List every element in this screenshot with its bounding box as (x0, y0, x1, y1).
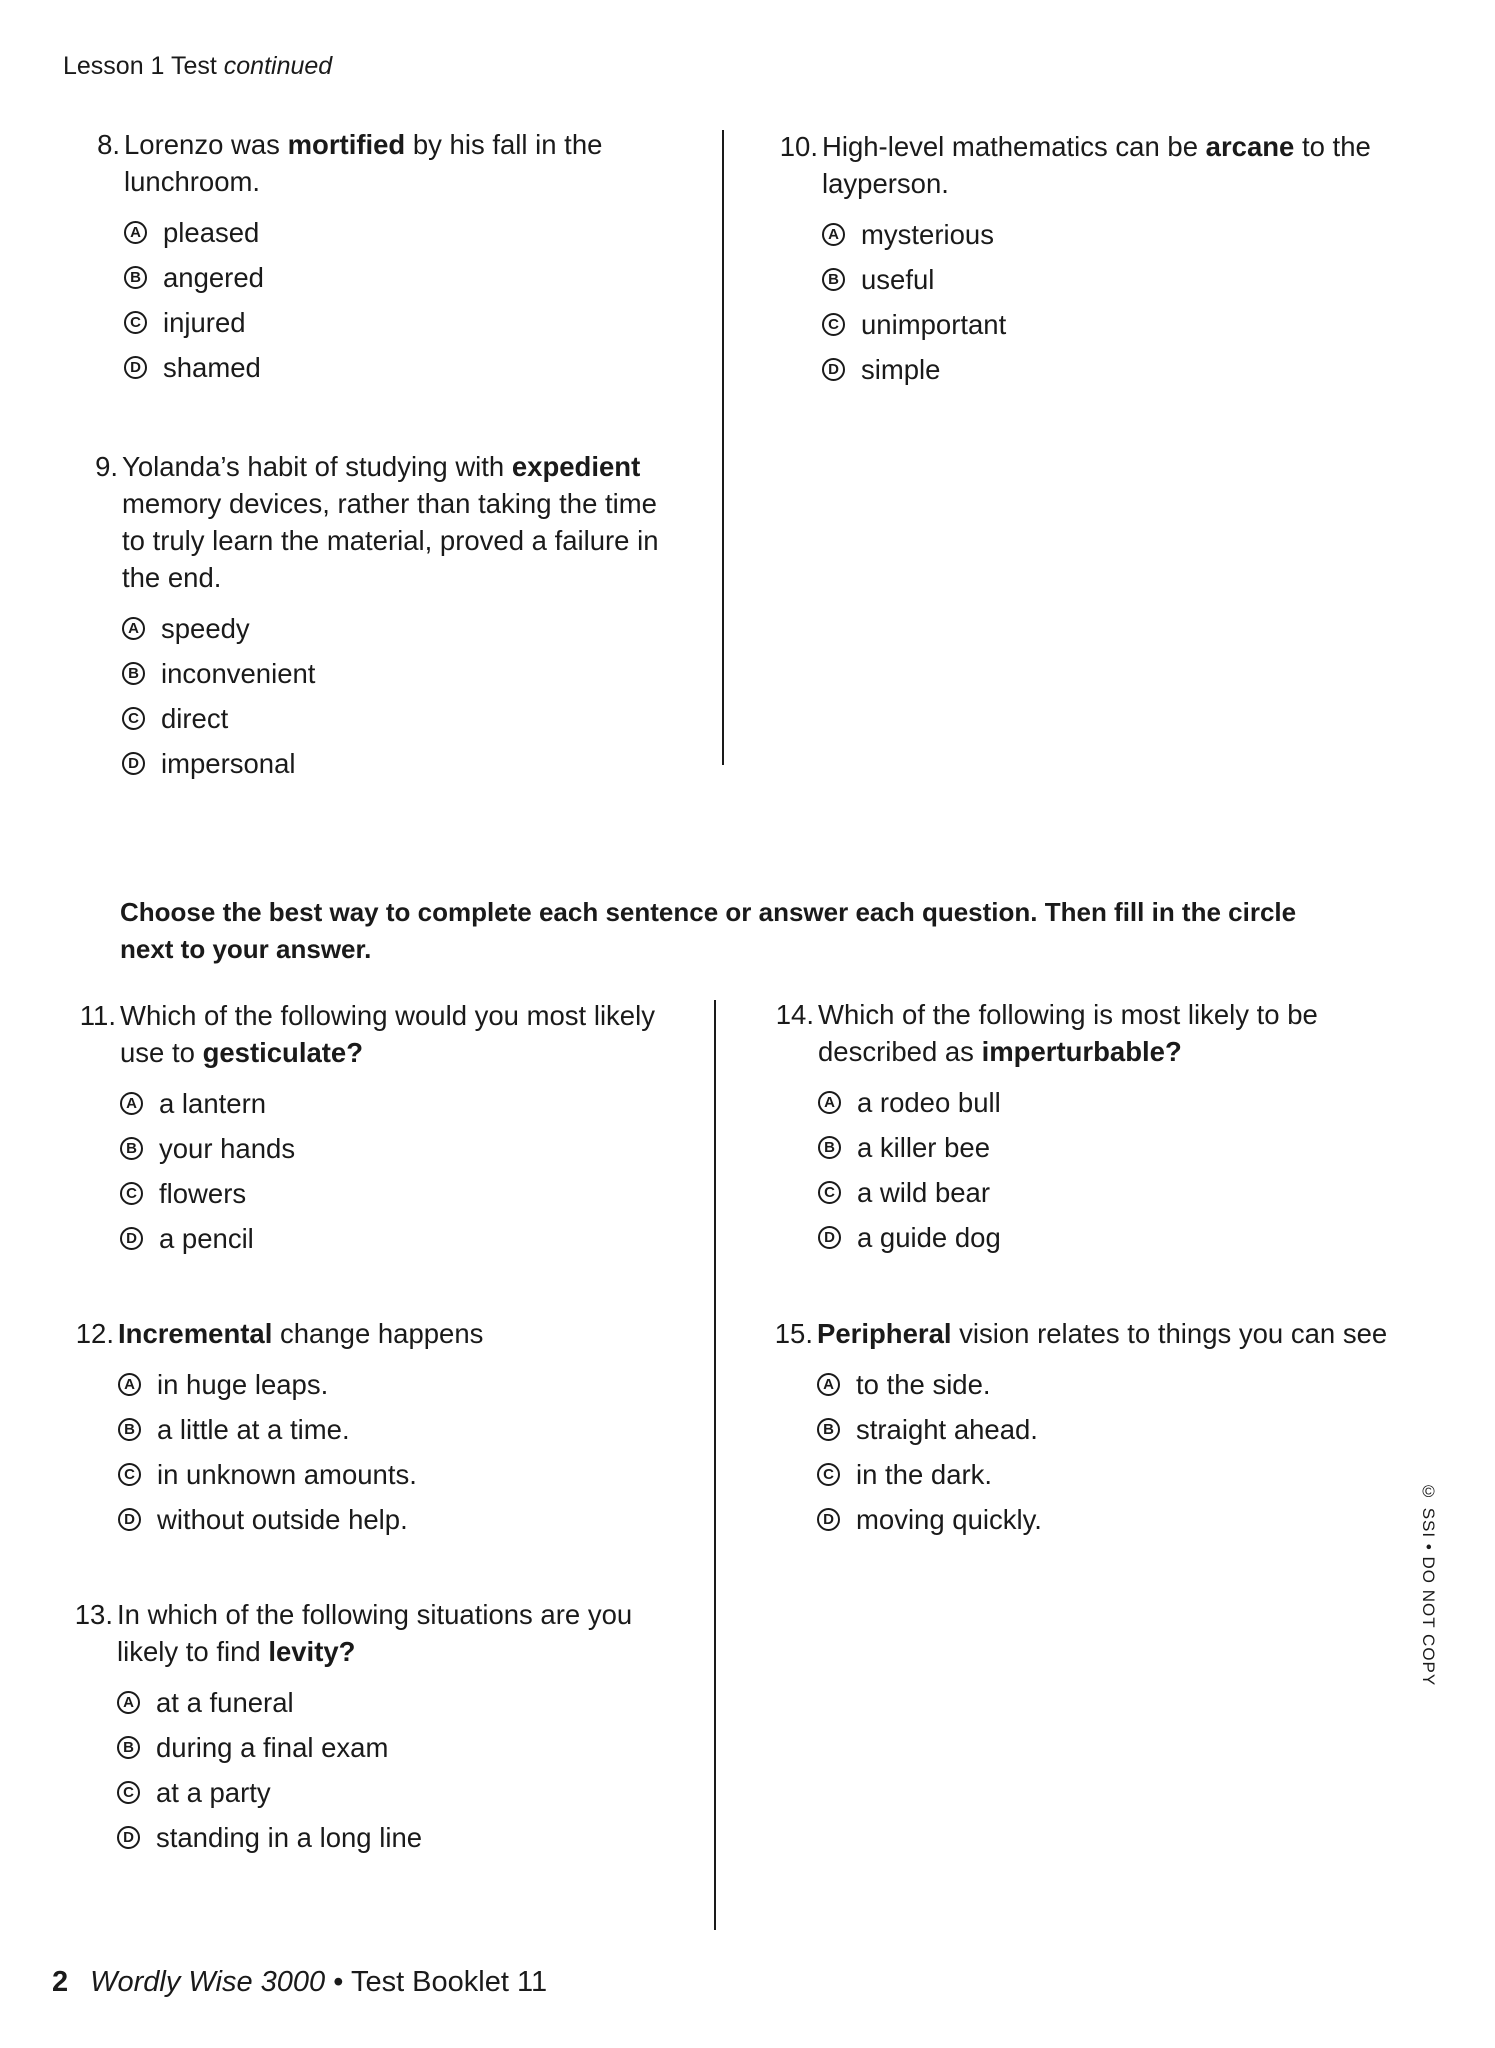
question-stem: Yolanda’s habit of studying with expedient memory devices, rather than taking the time to truly learn the material, proved a failure in the end. (122, 451, 659, 593)
question-number: 9. (95, 451, 118, 482)
answer-bubble-icon[interactable]: A (817, 1373, 840, 1396)
choice-b[interactable]: B inconvenient (122, 651, 682, 696)
choice-a[interactable]: A speedy (122, 606, 682, 651)
choice-d[interactable]: D without outside help. (118, 1497, 678, 1542)
choice-b[interactable]: B straight ahead. (817, 1407, 1407, 1452)
question-stem: In which of the following situations are you likely to find levity? (117, 1599, 633, 1667)
answer-bubble-icon[interactable]: D (818, 1226, 841, 1249)
answer-bubble-icon[interactable]: B (118, 1418, 141, 1441)
answer-bubble-icon[interactable]: A (120, 1092, 143, 1115)
answer-bubble-icon[interactable]: D (124, 356, 147, 379)
question-stem: Which of the following is most likely to be described as imperturbable? (818, 999, 1318, 1067)
choice-a[interactable]: A a rodeo bull (818, 1080, 1378, 1125)
question-number: 15. (774, 1318, 813, 1349)
answer-bubble-icon[interactable]: C (817, 1463, 840, 1486)
question-stem: Lorenzo was mortified by his fall in the lunchroom. (124, 129, 603, 197)
column-divider-top (722, 130, 724, 765)
header-lesson: Lesson 1 Test (63, 52, 217, 80)
choice-b[interactable]: B a little at a time. (118, 1407, 678, 1452)
choice-b[interactable]: B a killer bee (818, 1125, 1378, 1170)
answer-bubble-icon[interactable]: A (117, 1691, 140, 1714)
question-12 (75, 1315, 678, 1542)
answer-bubble-icon[interactable]: B (122, 662, 145, 685)
choice-b[interactable]: B your hands (120, 1126, 680, 1171)
answer-bubble-icon[interactable]: A (122, 617, 145, 640)
header-continued: continued (223, 52, 333, 80)
answer-bubble-icon[interactable]: D (118, 1508, 141, 1531)
answer-bubble-icon[interactable]: C (117, 1781, 140, 1804)
answer-bubble-icon[interactable]: B (817, 1418, 840, 1441)
answer-bubble-icon[interactable]: C (818, 1181, 841, 1204)
question-stem: Peripheral vision relates to things you can see (817, 1318, 1388, 1349)
question-13 (74, 1596, 677, 1860)
choice-c[interactable]: C flowers (120, 1171, 680, 1216)
choice-c[interactable]: C at a party (117, 1770, 677, 1815)
column-divider-bottom (714, 1000, 716, 1930)
answer-bubble-icon[interactable]: A (118, 1373, 141, 1396)
answer-bubble-icon[interactable]: D (822, 358, 845, 381)
choice-c[interactable]: C unimportant (822, 302, 1382, 347)
answer-bubble-icon[interactable]: D (117, 1826, 140, 1849)
choice-b[interactable]: B angered (124, 255, 684, 300)
question-number: 8. (97, 129, 120, 160)
choice-c[interactable]: C a wild bear (818, 1170, 1378, 1215)
answer-bubble-icon[interactable]: D (120, 1227, 143, 1250)
choice-a[interactable]: A mysterious (822, 212, 1382, 257)
choice-d[interactable]: D shamed (124, 345, 684, 390)
choice-c[interactable]: C in the dark. (817, 1452, 1407, 1497)
choice-b[interactable]: B during a final exam (117, 1725, 677, 1770)
choice-d[interactable]: D moving quickly. (817, 1497, 1407, 1542)
question-9 (95, 448, 682, 786)
booklet-name: Test Booklet 11 (350, 1966, 548, 1998)
answer-bubble-icon[interactable]: B (818, 1136, 841, 1159)
choice-d[interactable]: D a pencil (120, 1216, 680, 1261)
question-number: 12. (75, 1318, 114, 1349)
question-number: 11. (79, 1000, 116, 1031)
question-number: 13. (74, 1599, 113, 1630)
choice-d[interactable]: D simple (822, 347, 1382, 392)
answer-bubble-icon[interactable]: A (124, 221, 147, 244)
choice-d[interactable]: D standing in a long line (117, 1815, 677, 1860)
answer-bubble-icon[interactable]: C (122, 707, 145, 730)
answer-bubble-icon[interactable]: B (117, 1736, 140, 1759)
answer-bubble-icon[interactable]: C (118, 1463, 141, 1486)
answer-bubble-icon[interactable]: B (124, 266, 147, 289)
book-title: Wordly Wise 3000 (90, 1966, 326, 1998)
question-stem: Which of the following would you most likely use to gesticulate? (120, 1000, 655, 1068)
footer-separator: • (325, 1966, 351, 1998)
choice-a[interactable]: A to the side. (817, 1362, 1407, 1407)
question-10 (779, 128, 1382, 392)
choice-c[interactable]: C direct (122, 696, 682, 741)
answer-bubble-icon[interactable]: B (120, 1137, 143, 1160)
question-14 (775, 996, 1378, 1260)
answer-bubble-icon[interactable]: D (817, 1508, 840, 1531)
answer-bubble-icon[interactable]: C (120, 1182, 143, 1205)
question-number: 14. (775, 999, 814, 1030)
choice-a[interactable]: A at a funeral (117, 1680, 677, 1725)
answer-bubble-icon[interactable]: A (822, 223, 845, 246)
choice-c[interactable]: C in unknown amounts. (118, 1452, 678, 1497)
question-11 (79, 997, 680, 1261)
choice-a[interactable]: A in huge leaps. (118, 1362, 678, 1407)
answer-bubble-icon[interactable]: B (822, 268, 845, 291)
choice-b[interactable]: B useful (822, 257, 1382, 302)
copyright-notice: © SSI • DO NOT COPY (1419, 1482, 1438, 1687)
question-number: 10. (779, 131, 818, 162)
answer-bubble-icon[interactable]: A (818, 1091, 841, 1114)
choice-d[interactable]: D impersonal (122, 741, 682, 786)
question-stem: Incremental change happens (118, 1318, 484, 1349)
choice-a[interactable]: A pleased (124, 210, 684, 255)
page-number: 2 (52, 1966, 69, 1998)
question-8 (97, 126, 684, 390)
question-15 (774, 1315, 1407, 1542)
page-header (63, 52, 332, 81)
page-footer (52, 1966, 547, 1999)
answer-bubble-icon[interactable]: C (822, 313, 845, 336)
choice-d[interactable]: D a guide dog (818, 1215, 1378, 1260)
choice-c[interactable]: C injured (124, 300, 684, 345)
answer-bubble-icon[interactable]: D (122, 752, 145, 775)
choice-a[interactable]: A a lantern (120, 1081, 680, 1126)
instructions: Choose the best way to complete each sentence or answer each question. Then fill in the circle next to your answer. (120, 897, 1297, 964)
question-stem: High-level mathematics can be arcane to the layperson. (822, 131, 1371, 199)
answer-bubble-icon[interactable]: C (124, 311, 147, 334)
